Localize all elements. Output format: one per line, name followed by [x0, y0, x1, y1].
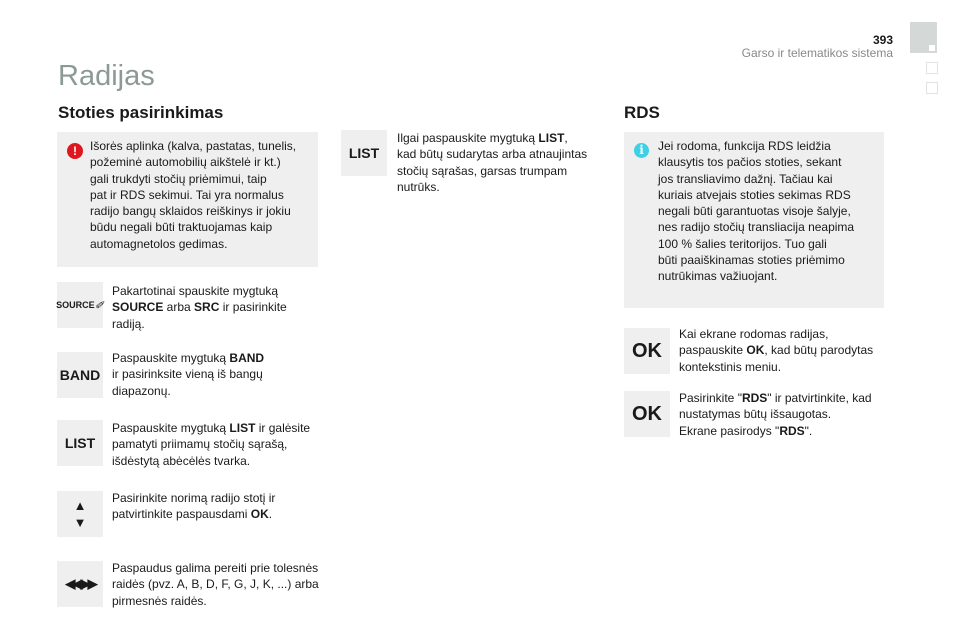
section-title: Garso ir telematikos sistema — [741, 46, 893, 60]
chapter-tab-empty — [926, 82, 938, 94]
seek-arrows-icon: ◀◀ ▶▶ — [57, 561, 103, 607]
rds-select-instruction: Pasirinkite "RDS" ir patvirtinkite, kad nustatymas būtų išsaugotas. Ekrane pasirodys "RDS". — [679, 391, 872, 438]
select-station-instruction: Pasirinkite norimą radijo stotį ir patvirtinkite paspausdami OK. — [112, 491, 276, 522]
list-long-press-instruction: Ilgai paspauskite mygtuką LIST, kad būtų sudarytas arba atnaujintas stočių sąrašas, garsas trumpam nutrūks. — [397, 131, 588, 194]
list-button-icon: LIST — [57, 420, 103, 466]
info-text: Jei rodoma, funkcija RDS leidžia klausytis tos pačios stoties, sekant jos transliavimo dažnį. Tačiau kai kuriais atvejais stoties sekimas RDS negali būti garantuotas visoje šalyje, nes radijo stočių transliacija neapima 100 % šalies teritorijos. Tuo gali būti paaiškinamas stoties priėmimo nutrūkimas važiuojant. — [658, 139, 855, 284]
chapter-tab-empty — [926, 62, 938, 74]
section-heading-station: Stoties pasirinkimas — [58, 103, 224, 122]
band-button-icon: BAND — [57, 352, 103, 398]
seek-instruction: Paspaudus galima pereiti prie tolesnės raidės (pvz. A, B, D, F, G, J, K, ...) arba pirmesnės raidės. — [112, 561, 319, 608]
ok-button-icon: OK — [624, 391, 670, 437]
source-button-icon: SOURCE ✐ — [57, 282, 103, 328]
section-heading-rds: RDS — [624, 103, 660, 122]
ok-button-icon: OK — [624, 328, 670, 374]
source-instruction: Pakartotinai spauskite mygtuką SOURCE arba SRC ir pasirinkite radiją. — [112, 284, 287, 331]
info-icon: i — [634, 143, 649, 158]
ok-menu-instruction: Kai ekrane rodomas radijas, paspauskite OK, kad būtų parodytas kontekstinis meniu. — [679, 327, 874, 374]
warning-box — [57, 132, 318, 267]
list-button-icon: LIST — [341, 130, 387, 176]
up-down-arrows-icon: ▲ ▼ — [57, 491, 103, 537]
tab-marker — [929, 45, 935, 51]
warning-text: Išorės aplinka (kalva, pastatas, tunelis, požeminė automobilių aikštelė ir kt.) gali trukdyti stočių priėmimui, taip pat ir RDS sekimui. Tai yra normalus radijo bangų sklaidos reiškinys ir jokiu būdu negali būti traktuojamas kaip automagnetolos gedimas. — [90, 139, 297, 251]
list-instruction: Paspauskite mygtuką LIST ir galėsite pamatyti priimamų stočių sąrašą, išdėstytą abėcėlės tvarka. — [112, 421, 311, 468]
info-box — [624, 132, 884, 308]
warning-icon: ! — [67, 143, 83, 159]
page-number: 393 — [872, 33, 893, 47]
page-title: Radijas — [58, 60, 155, 92]
band-instruction: Paspauskite mygtuką BAND ir pasirinksite vieną iš bangų diapazonų. — [112, 351, 265, 398]
chapter-tab — [910, 22, 937, 53]
